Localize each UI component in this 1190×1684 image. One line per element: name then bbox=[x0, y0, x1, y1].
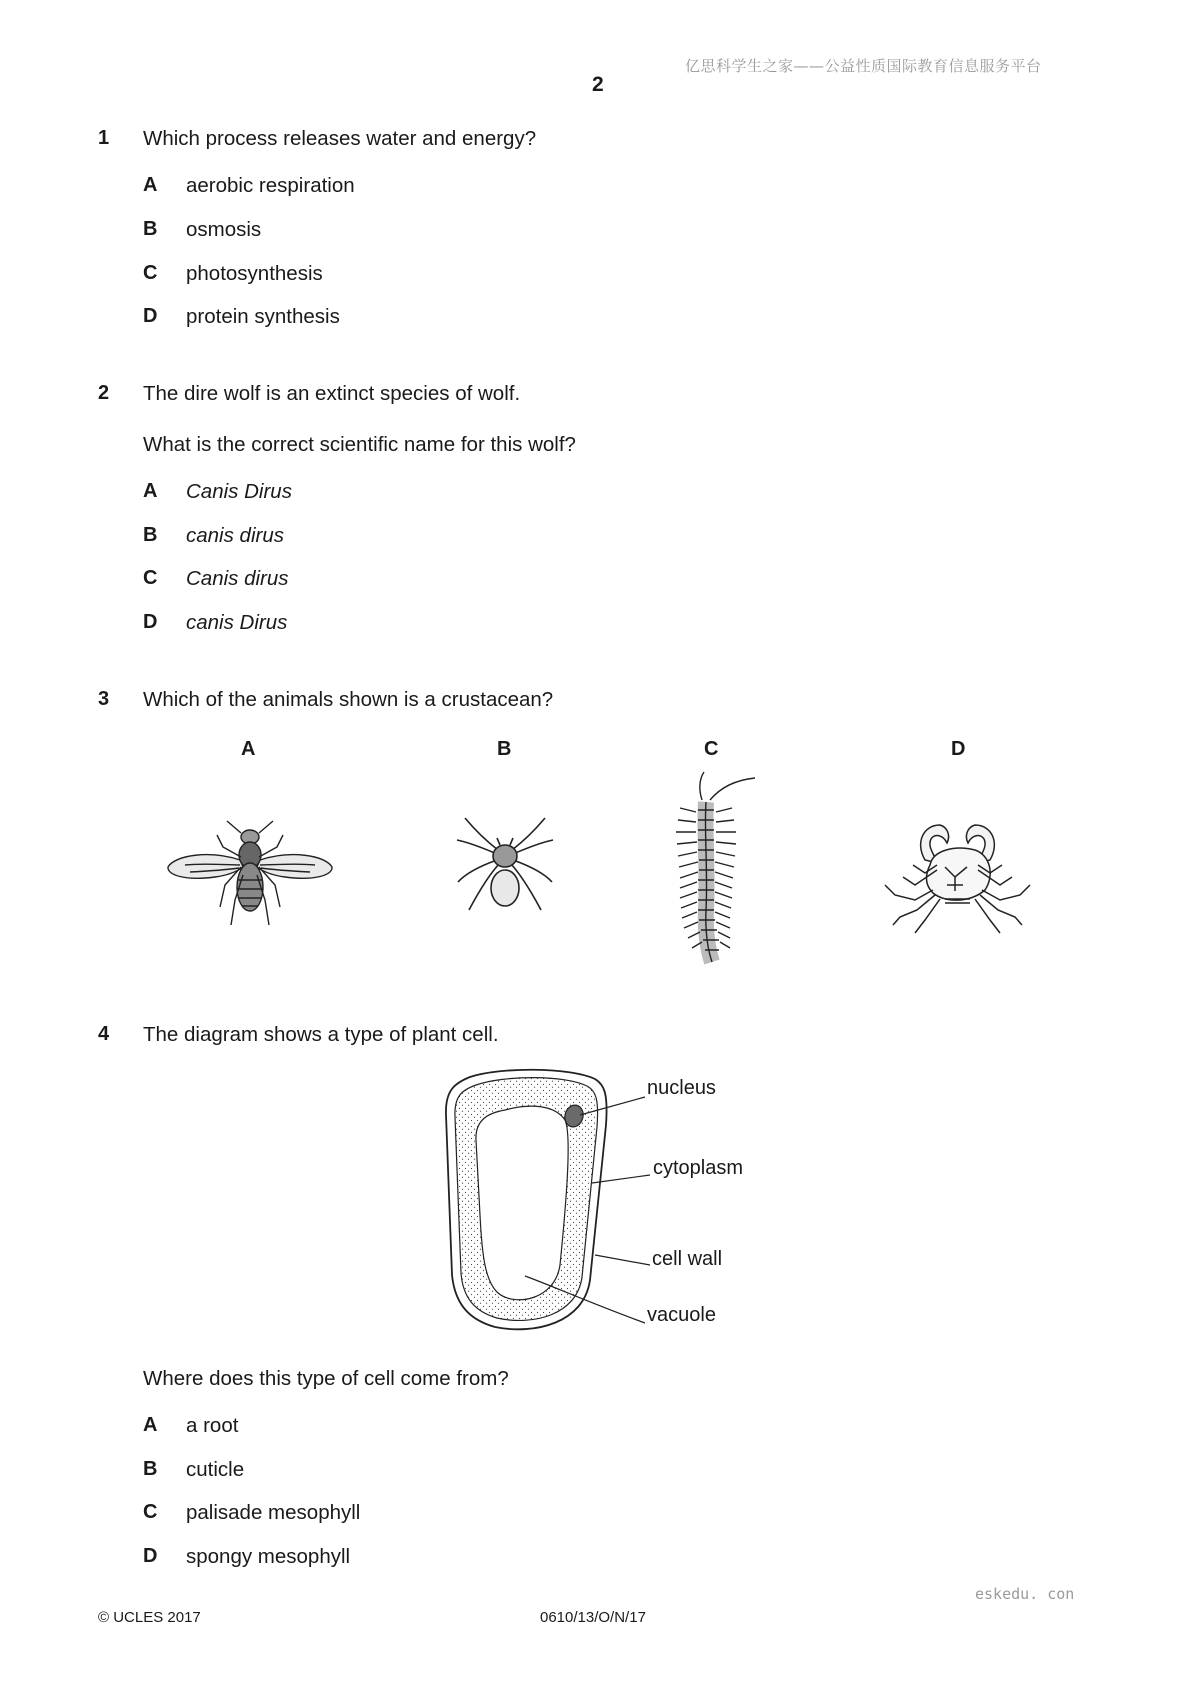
q1-option-d-text[interactable]: protein synthesis bbox=[186, 305, 340, 328]
q2-option-c-letter[interactable]: C bbox=[143, 567, 158, 589]
q4-option-a-text[interactable]: a root bbox=[186, 1414, 239, 1437]
question-4-text: The diagram shows a type of plant cell. bbox=[143, 1023, 499, 1046]
footer-paper-code: 0610/13/O/N/17 bbox=[540, 1609, 646, 1626]
q1-option-a-letter[interactable]: A bbox=[143, 174, 158, 196]
q4-option-c-text[interactable]: palisade mesophyll bbox=[186, 1501, 361, 1524]
question-3-number: 3 bbox=[98, 688, 110, 710]
q4-option-c-letter[interactable]: C bbox=[143, 1501, 158, 1523]
fly-illustration[interactable] bbox=[165, 815, 335, 930]
footer-watermark: eskedu. con bbox=[975, 1585, 1075, 1603]
crab-illustration[interactable] bbox=[885, 805, 1030, 940]
q1-option-c-text[interactable]: photosynthesis bbox=[186, 262, 323, 285]
footer-copyright: © UCLES 2017 bbox=[98, 1609, 201, 1626]
question-1-number: 1 bbox=[98, 127, 110, 149]
q1-option-c-letter[interactable]: C bbox=[143, 262, 158, 284]
centipede-illustration[interactable] bbox=[670, 770, 760, 970]
vacuole-region bbox=[476, 1106, 568, 1300]
q2-option-c-text[interactable]: Canis dirus bbox=[186, 567, 289, 590]
q2-option-d-text[interactable]: canis Dirus bbox=[186, 611, 288, 634]
spider-illustration[interactable] bbox=[455, 810, 555, 925]
question-1-text: Which process releases water and energy? bbox=[143, 127, 537, 150]
q4-option-b-text[interactable]: cuticle bbox=[186, 1458, 245, 1481]
q2-option-d-letter[interactable]: D bbox=[143, 611, 158, 633]
q2-option-b-letter[interactable]: B bbox=[143, 524, 158, 546]
page-number: 2 bbox=[592, 73, 604, 96]
question-3-text: Which of the animals shown is a crustacean? bbox=[143, 688, 554, 711]
label-nucleus: nucleus bbox=[647, 1077, 716, 1099]
question-2-text: The dire wolf is an extinct species of wolf. bbox=[143, 382, 521, 405]
q1-option-b-letter[interactable]: B bbox=[143, 218, 158, 240]
animal-label-c: C bbox=[704, 738, 719, 760]
q4-option-b-letter[interactable]: B bbox=[143, 1458, 158, 1480]
q2-option-b-text[interactable]: canis dirus bbox=[186, 524, 284, 547]
animal-label-d: D bbox=[951, 738, 966, 760]
q1-option-d-letter[interactable]: D bbox=[143, 305, 158, 327]
plant-cell-diagram[interactable] bbox=[440, 1065, 770, 1340]
question-4-subtext: Where does this type of cell come from? bbox=[143, 1367, 509, 1390]
question-2-number: 2 bbox=[98, 382, 110, 404]
question-2-subtext: What is the correct scientific name for this wolf? bbox=[143, 433, 576, 456]
label-vacuole: vacuole bbox=[647, 1304, 716, 1326]
q4-option-d-text[interactable]: spongy mesophyll bbox=[186, 1545, 351, 1568]
q4-option-d-letter[interactable]: D bbox=[143, 1545, 158, 1567]
header-watermark: 亿思科学生之家——公益性质国际教育信息服务平台 bbox=[685, 57, 1042, 75]
q4-option-a-letter[interactable]: A bbox=[143, 1414, 158, 1436]
animal-label-a: A bbox=[241, 738, 256, 760]
animal-label-b: B bbox=[497, 738, 512, 760]
q2-option-a-text[interactable]: Canis Dirus bbox=[186, 480, 292, 503]
q1-option-a-text[interactable]: aerobic respiration bbox=[186, 174, 355, 197]
label-cytoplasm: cytoplasm bbox=[653, 1157, 744, 1179]
label-cell-wall: cell wall bbox=[652, 1248, 723, 1270]
question-4-number: 4 bbox=[98, 1023, 110, 1045]
q2-option-a-letter[interactable]: A bbox=[143, 480, 158, 502]
cell-wall-pointer-line bbox=[595, 1255, 650, 1265]
q1-option-b-text[interactable]: osmosis bbox=[186, 218, 262, 241]
